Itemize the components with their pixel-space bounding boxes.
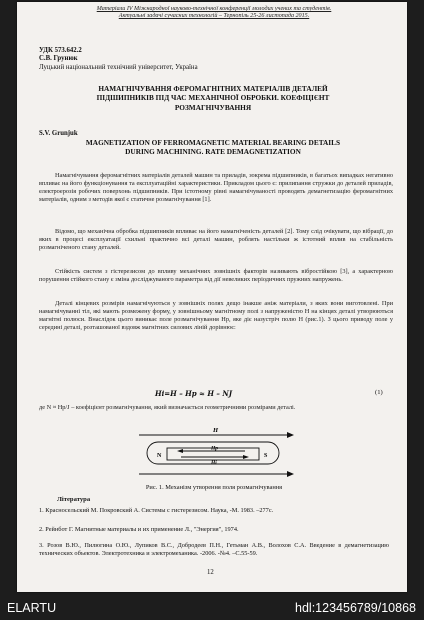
author-en: S.V. Grunjuk <box>39 130 78 137</box>
title-uk-line-1: НАМАГНІЧУВАННЯ ФЕРОМАГНІТНИХ МАТЕРІАЛІВ ДЕТАЛЕЙ <box>98 84 328 93</box>
paper-page <box>17 2 407 592</box>
reference-1: 1. Красносельский М. Покровский А. Системы с гистерезисом. Наука, -М. 1983. –277с. <box>39 507 274 514</box>
body-paragraph-4: Деталі кінцевих розмірів намагнічуються у зовнішніх полях дещо інакше аніж матеріали, з яких вони виготовлені. При намагнічуванні тіл, які мають розмежену форму, у зовнішньому магнітному полі з напруженістю H на кінцях деталі утворюються магнітні полюси. Внаслідок цього виникає поле розмагнічування Hр, яке діє назустріч полю H (рис.1). З цього приводу поле у середині деталі, розташованої вздовж магнітних силових ліній дорівнює: <box>39 300 393 331</box>
label-hp: Hр <box>211 445 219 452</box>
handle-identifier[interactable]: hdl:123456789/10868 <box>295 601 416 615</box>
repository-name: ELARTU <box>7 601 57 615</box>
title-uk-line-2: ПІДШИПНИКІВ ПІД ЧАС МЕХАНІЧНОЇ ОБРОБКИ. КОЕФІЦІЄНТ <box>96 93 330 103</box>
title-en <box>37 138 389 157</box>
reference-2: 2. Рейнбот Г. Магнитные материалы и их применение Л., "Энергия", 1974. <box>39 526 239 533</box>
references-title: Література <box>57 496 91 503</box>
label-h: H <box>213 427 219 434</box>
pole-n-label: N <box>157 453 162 459</box>
formula-number: (1) <box>375 389 383 396</box>
body-paragraph-3: Стійкість систем з гістерезисом до впливу механічних зовнішніх факторів називають вібростійкою [3], а характерною порушення стійкого стану є зміна досліджуваного параметра від дії невеликих періодичних пружних напружень. <box>39 268 393 283</box>
viewer-footer-bar <box>0 598 424 620</box>
label-hi: Hі <box>211 460 217 466</box>
title-en-line-2: DURING MACHINING. RATE DEMAGNETIZATION <box>125 147 301 157</box>
reference-3: 3. Розов В.Ю., Пилюгина О.Ю., Лупиков В.С., Добродеев П.Н., Гетьман А.В., Волохов С.А. Введение в демагнетизацию технических объектов. Электротехника и электромеханика. -2006. -№4. –С.55-59. <box>39 542 389 558</box>
body-paragraph-1: Намагнічування феромагнітних матеріалів деталей машин та приладів, зокрема підшипників, в багатьох випадках негативно впливає на його функціонування та експлуатаційні характеристики. Прикладом цього є: прилипання стружки до деталей приладів, електроерозія робочих поверхонь підшипників. При істотному рівні намагнічуваності проводять демагнетизацію феромагнітних матеріалів, одним з методів якої є статичне розмагнічування [1]. <box>39 172 393 203</box>
figure-1-caption: Рис. 1. Механізм утворення поля розмагнічування <box>145 484 283 491</box>
formula-1: Hі=H – Hр ≈ H – NJ <box>155 389 233 398</box>
pole-s-label: S <box>264 453 268 459</box>
conference-header-line-1: Матеріали IV Міжнародної науково-технічної конференції молодих учених та студентів. <box>96 6 332 12</box>
affiliation: Луцький національний технічний університет, Україна <box>39 64 198 71</box>
external-field-arrowhead-bottom <box>287 471 294 477</box>
udk-code: УДК 573.642.2 <box>39 47 82 54</box>
body-paragraph-2: Відомо, що механічна обробка підшипників впливає на його намагніченість деталей [2]. Тому слід очікувати, що вібрації, до яких в процесі експлуатації схильні практично всі деталі машин, роблять настільки ж істотний вплив на стабільність розмагніченого стану деталей. <box>39 228 393 251</box>
author-uk: С.В. Грунюк <box>39 55 78 62</box>
conference-header <box>39 6 389 21</box>
body-paragraph-5: де N ≈ Hр/J – коефіцієнт розмагнічування, який визначається геометричними розмірами деталі. <box>39 404 296 411</box>
title-uk <box>37 84 389 112</box>
page-number: 12 <box>207 569 214 576</box>
title-uk-line-3: РОЗМАГНІЧУВАННЯ <box>174 102 252 112</box>
external-field-arrowhead <box>287 432 294 438</box>
title-en-line-1: MAGNETIZATION OF FERROMAGNETIC MATERIAL BEARING DETAILS <box>85 138 341 147</box>
conference-header-line-2: Актуальні задачі сучасних технологій – Тернопіль 25-26 листопада 2015. <box>118 13 310 20</box>
figure-1-diagram <box>127 424 297 482</box>
